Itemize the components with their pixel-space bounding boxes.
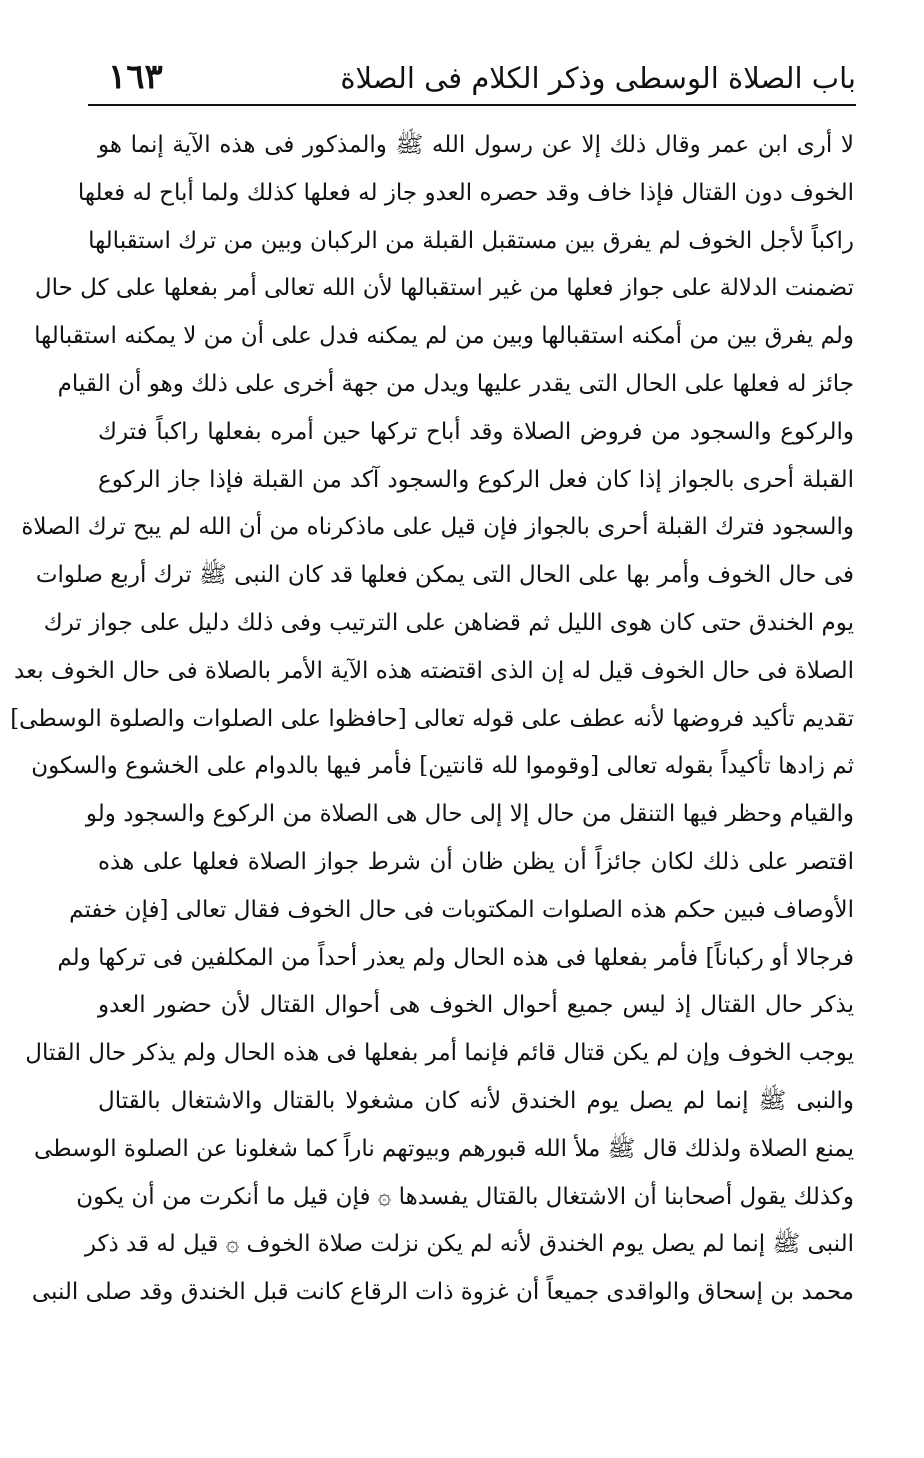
page-header: [88, 52, 856, 106]
text-line: ثم زادها تأكيداً بقوله تعالى [وقوموا لله قانتين] فأمر فيها بالدوام على الخشوع والسكون: [31, 753, 854, 780]
text-line: ولم يفرق بين من أمكنه استقبالها وبين من لم يمكنه فدل على أن من لا يمكنه استقبالها: [34, 323, 854, 350]
text-line: الأوصاف فبين حكم هذه الصلوات المكتوبات فى حال الخوف فقال تعالى [فإن خفتم: [69, 896, 854, 923]
text-line: وكذلك يقول أصحابنا أن الاشتغال بالقتال يفسدها ۞ فإن قيل ما أنكرت من أن يكون: [76, 1183, 854, 1210]
text-line: فى حال الخوف وأمر بها على الحال التى يمكن فعلها قد كان النبى ﷺ ترك أربع صلوات: [35, 562, 854, 589]
text-line: والركوع والسجود من فروض الصلاة وقد أباح تركها حين أمره بفعلها راكباً فترك: [98, 418, 854, 445]
text-line: النبى ﷺ إنما لم يصل يوم الخندق لأنه لم يكن نزلت صلاة الخوف ۞ قيل له قد ذكر: [84, 1231, 854, 1258]
text-line: والسجود فترك القبلة أحرى بالجواز فإن قيل على ماذكرناه من أن الله لم يبح ترك الصلاة: [21, 514, 854, 541]
text-line: جائز له فعلها على الحال التى يقدر عليها ويدل من جهة أخرى على ذلك وهو أن القيام: [57, 370, 854, 397]
text-line: راكباً لأجل الخوف لم يفرق بين مستقبل القبلة من الركبان وبين من ترك استقبالها: [88, 227, 854, 254]
text-line: لا أرى ابن عمر وقال ذلك إلا عن رسول الله ﷺ والمذكور فى هذه الآية إنما هو: [98, 132, 854, 158]
text-line: يوجب الخوف وإن لم يكن قتال قائم فإنما أمر بفعلها فى هذه الحال ولم يذكر حال القتال: [25, 1040, 854, 1067]
text-line: والقيام وحظر فيها التنقل من حال إلا إلى حال هى الصلاة من الركوع والسجود ولو: [85, 801, 854, 828]
text-line: القبلة أحرى بالجواز إذا كان فعل الركوع والسجود آكد من القبلة فإذا جاز الركوع: [98, 466, 854, 493]
text-line: يمنع الصلاة ولذلك قال ﷺ ملأ الله قبورهم وبيوتهم ناراً كما شغلونا عن الصلوة الوسطى: [34, 1135, 854, 1162]
text-line: الصلاة فى حال الخوف قيل له إن الذى اقتضته هذه الآية الأمر بالصلاة فى حال الخوف بعد: [14, 657, 854, 684]
text-line: محمد بن إسحاق والواقدى جميعاً أن غزوة ذات الرقاع كانت قبل الخندق وقد صلى النبى: [31, 1279, 854, 1306]
text-line: يوم الخندق حتى كان هوى الليل ثم قضاهن على الترتيب وفى ذلك دليل على جواز ترك: [43, 609, 854, 636]
text-line: فرجالا أو ركباناً] فأمر بفعلها فى هذه الحال ولم يعذر أحداً من المكلفين فى تركها ولم: [57, 944, 854, 971]
text-line: اقتصر على ذلك لكان جائزاً أن يظن ظان أن شرط جواز الصلاة فعلها على هذه: [98, 848, 854, 875]
text-line: والنبى ﷺ إنما لم يصل يوم الخندق لأنه كان مشغولا بالقتال والاشتغال بالقتال: [98, 1087, 854, 1114]
running-title: باب الصلاة الوسطى وذكر الكلام فى الصلاة: [340, 61, 856, 95]
page-number: ١٦٣: [108, 57, 163, 97]
text-line: يذكر حال القتال إذ ليس جميع أحوال الخوف هى أحوال القتال لأن حضور العدو: [98, 992, 854, 1019]
body-text: [10, 122, 854, 1317]
text-line: الخوف دون القتال فإذا خاف وقد حصره العدو جاز له فعلها كذلك ولما أباح له فعلها: [77, 179, 854, 206]
text-line: تقديم تأكيد فروضها لأنه عطف على قوله تعالى [حافظوا على الصلوات والصلوة الوسطى]: [10, 705, 854, 732]
text-line: تضمنت الدلالة على جواز فعلها من غير استقبالها لأن الله تعالى أمر بفعلها على كل حال: [34, 275, 854, 302]
